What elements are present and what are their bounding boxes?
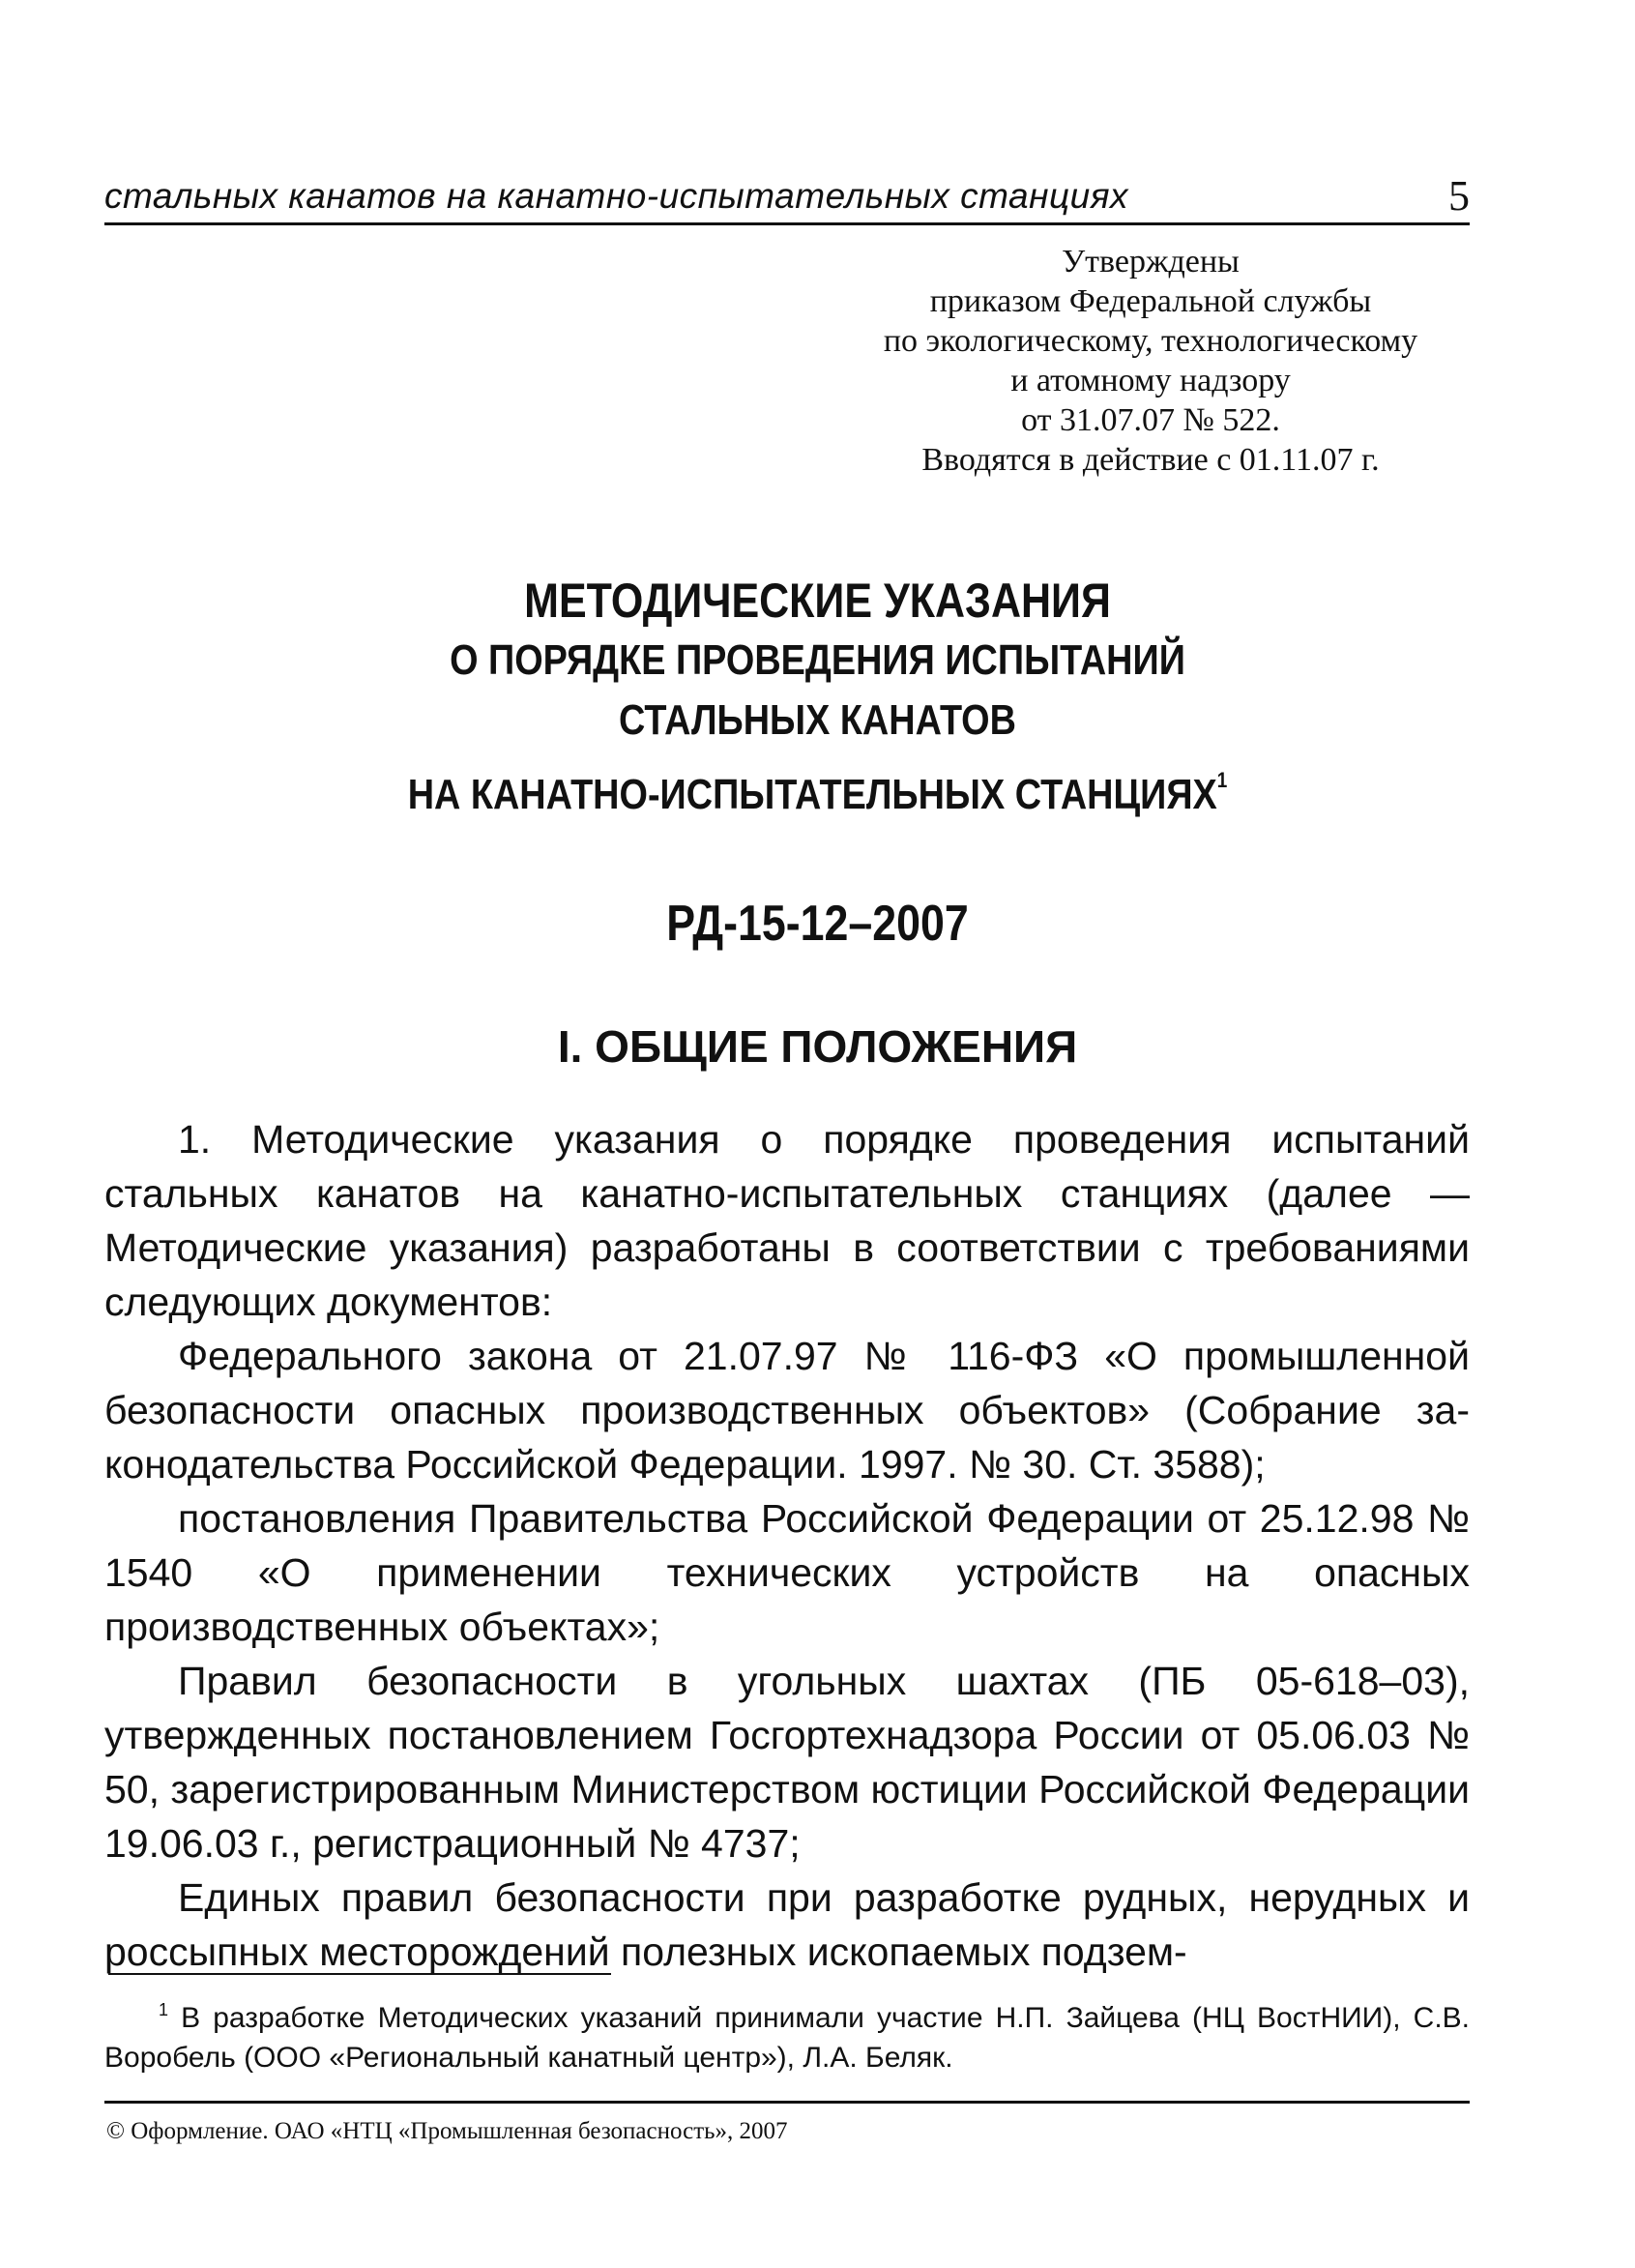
title-line: СТАЛЬНЫХ КАНАТОВ bbox=[619, 696, 1016, 744]
document-code: РД-15-12–2007 bbox=[666, 896, 969, 952]
paragraph: Федерального закона от 21.07.97 № 116-ФЗ «О промышленной безопасности опасных производственных объектов» (Собрание законодательства Российской Федерации. 1997. № 30. Ст. 3588); bbox=[104, 1334, 1470, 1487]
running-header-title: стальных канатов на канатно-испытательных станциях bbox=[104, 176, 1128, 216]
title-line: МЕТОДИЧЕСКИЕ УКАЗАНИЯ bbox=[524, 574, 1111, 628]
title-line-with-footnote bbox=[114, 751, 1520, 825]
approval-line: по экологическому, технологическому bbox=[883, 323, 1418, 359]
copyright-notice: © Оформление. ОАО «НТЦ «Промышленная безопасность», 2007 bbox=[106, 2118, 788, 2144]
footnote-divider bbox=[108, 1973, 611, 1975]
section-heading: I. ОБЩИЕ ПОЛОЖЕНИЯ bbox=[557, 1021, 1078, 1072]
paragraph: Единых правил безопасности при разработке рудных, нерудных и россыпных месторождений полезных ископаемых подзем- bbox=[104, 1875, 1470, 1974]
approval-line: приказом Федеральной службы bbox=[929, 283, 1372, 319]
title-line: НА КАНАТНО-ИСПЫТАТЕЛЬНЫХ СТАНЦИЯХ bbox=[407, 771, 1217, 818]
approval-block bbox=[832, 242, 1470, 480]
approval-line: и атомному надзору bbox=[1010, 363, 1291, 398]
title-footnote-mark[interactable]: 1 bbox=[1216, 768, 1228, 792]
running-header bbox=[104, 164, 1470, 225]
approval-line: Утверждены bbox=[1062, 244, 1240, 280]
paragraph: Правил безопасности в угольных шахтах (ПБ 05-618–03), утвержденных постановлением Госгортехнадзора России от 05.06.03 № 50, зарегистрированным Министерством юстиции Российской Федерации 19.06.03 г., регистрационный № 4737; bbox=[104, 1659, 1470, 1866]
page-number: 5 bbox=[1448, 172, 1470, 220]
footnote-text: В разработке Методических указаний принимали участие Н.П. Зайцева (НЦ ВостНИИ), С.В. Воробель (ООО «Региональный канатный центр»), Л.А. Беляк. bbox=[104, 2002, 1470, 2074]
document-title bbox=[114, 571, 1520, 825]
approval-line: от 31.07.07 № 522. bbox=[1021, 402, 1280, 438]
copyright-divider bbox=[104, 2101, 1470, 2104]
paragraph: 1. Методические указания о порядке проведения испытаний стальных канатов на канатно-испытательных станциях (далее — Методические указания) разработаны в соответствии с требованиями следующих документов: bbox=[104, 1117, 1470, 1324]
footnote-mark: 1 bbox=[159, 2000, 169, 2019]
title-line: О ПОРЯДКЕ ПРОВЕДЕНИЯ ИСПЫТАНИЙ bbox=[450, 636, 1185, 684]
body-text bbox=[104, 1112, 1470, 1979]
footnote bbox=[104, 1990, 1470, 2077]
paragraph: постановления Правительства Российской Федерации от 25.12.98 № 1540 «О применении технических устройств на опасных производственных объектах»; bbox=[104, 1496, 1470, 1649]
approval-line: Вводятся в действие с 01.11.07 г. bbox=[921, 442, 1380, 478]
